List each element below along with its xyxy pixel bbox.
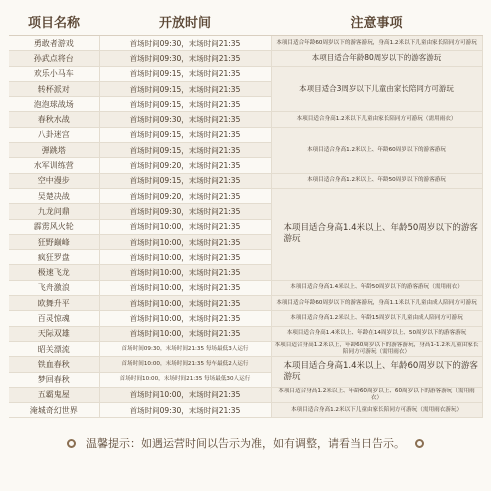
circle-ornament-icon [67, 439, 76, 448]
ride-name: 五霸鬼屋 [9, 387, 99, 402]
table-row [9, 296, 482, 311]
ride-name: 水军训练营 [9, 158, 99, 173]
ride-name: 昭关漂流 [9, 341, 99, 356]
ride-note: 本项目适合身高1.4米以上、年龄在14周岁以上、50周岁以下的游客游玩 [271, 326, 482, 341]
ride-time: 首场时间09:20，末场时间21:35 [99, 188, 271, 203]
footer-text: 温馨提示：如遇运营时间以告示为准，如有调整，请看当日告示。 [86, 437, 405, 450]
ride-time: 首场时间09:20，末场时间21:35 [99, 158, 271, 173]
ride-time: 首场时间10:00，末场时间21:35 [99, 280, 271, 295]
table-row [9, 311, 482, 326]
table-row [9, 36, 482, 51]
circle-ornament-icon [415, 439, 424, 448]
table-row [9, 188, 482, 203]
ride-note: 本项目适合3周岁以下儿童由家长陪同方可游玩 [271, 66, 482, 112]
ride-name: 梦回春秋 [9, 372, 99, 387]
header-note: 注意事项 [271, 8, 482, 36]
ride-time: 首场时间10:00，末场时间21:35 每车最低2人运行 [99, 357, 271, 372]
ride-name: 淹城奇幻世界 [9, 403, 99, 418]
ride-name: 极速飞龙 [9, 265, 99, 280]
ride-name: 铁血春秋 [9, 357, 99, 372]
table-row [9, 127, 482, 142]
ride-time: 首场时间09:15，末场时间21:35 [99, 66, 271, 81]
schedule-table [9, 8, 483, 418]
ride-note: 本项目适合身高1.4米以上、年龄50周岁以下的游客游玩（需用雨衣） [271, 280, 482, 295]
ride-name: 飞舟激浪 [9, 280, 99, 295]
ride-name: 八卦迷宫 [9, 127, 99, 142]
ride-time: 首场时间09:30，末场时间21:35 [99, 51, 271, 66]
header-name: 项目名称 [9, 8, 99, 36]
ride-note: 本项目适合年龄80周岁以下的游客游玩 [271, 51, 482, 66]
ride-note: 本项目适合身高1.2米以上，年龄60周岁以下的游客游玩，身高1-1.2米儿童由家长陪同方可游玩（需用雨衣） [271, 341, 482, 356]
ride-time: 首场时间10:00，末场时间21:35 [99, 234, 271, 249]
ride-note: 本项目适合身高1.2米以上、年龄50周岁以下的游客游玩 [271, 173, 482, 188]
ride-time: 首场时间09:30，末场时间21:35 [99, 36, 271, 51]
table-row [9, 112, 482, 127]
ride-time: 首场时间10:00，末场时间21:35 [99, 265, 271, 280]
ride-time: 首场时间09:30，末场时间21:35 [99, 112, 271, 127]
table-row [9, 403, 482, 418]
ride-time: 首场时间09:15，末场时间21:35 [99, 173, 271, 188]
table-row [9, 280, 482, 295]
ride-name: 空中漫步 [9, 173, 99, 188]
ride-name: 转杯派对 [9, 81, 99, 96]
ride-name: 霹雳风火轮 [9, 219, 99, 234]
ride-time: 首场时间10:00，末场时间21:35 [99, 219, 271, 234]
table-row [9, 173, 482, 188]
ride-time: 首场时间10:00，末场时间21:35 每场最低30人运行 [99, 372, 271, 387]
ride-name: 百灵惊魂 [9, 311, 99, 326]
table-row [9, 66, 482, 81]
ride-time: 首场时间09:30，末场时间21:35 [99, 204, 271, 219]
table-row [9, 387, 482, 402]
ride-name: 欢乐小马车 [9, 66, 99, 81]
ride-time: 首场时间09:15，末场时间21:35 [99, 97, 271, 112]
bottom-band [0, 460, 491, 491]
ride-time: 首场时间09:30，末场时间21:35 每场最低3人运行 [99, 341, 271, 356]
table-row [9, 51, 482, 66]
ride-name: 天际双雄 [9, 326, 99, 341]
ride-note: 本项目适合年龄60周岁以下的游客游玩，身高1.2米以下儿童由家长陪同方可游玩 [271, 36, 482, 51]
ride-name: 泡泡球战场 [9, 97, 99, 112]
ride-name: 疯狂罗盘 [9, 250, 99, 265]
table-row [9, 341, 482, 356]
ride-name: 狂野巅峰 [9, 234, 99, 249]
ride-note: 本项目适合身高1.2米以下儿童由家长陪同方可游玩（需用雨衣游玩） [271, 403, 482, 418]
ride-name: 九龙问鼎 [9, 204, 99, 219]
ride-note: 本项目适合身高1.2米以上、年龄60周岁以上、60周岁以下的游客游玩（需用雨衣） [271, 387, 482, 402]
ride-note: 本项目适合身高1.2米以下儿童由家长陪同方可游玩（需用雨衣） [271, 112, 482, 127]
ride-time: 首场时间10:00，末场时间21:35 [99, 250, 271, 265]
header-time: 开放时间 [99, 8, 271, 36]
ride-name: 春秋水战 [9, 112, 99, 127]
table-row [9, 357, 482, 372]
ride-time: 首场时间09:15，末场时间21:35 [99, 127, 271, 142]
ride-time: 首场时间10:00，末场时间21:35 [99, 296, 271, 311]
ride-time: 首场时间09:15，末场时间21:35 [99, 81, 271, 96]
ride-time: 首场时间10:00，末场时间21:35 [99, 387, 271, 402]
ride-time: 首场时间09:15，末场时间21:35 [99, 143, 271, 158]
ride-note: 本项目适合年龄60周岁以下的游客游玩，身高1.1米以下儿童由成人陪同方可游玩 [271, 296, 482, 311]
ride-name: 欧舞升平 [9, 296, 99, 311]
ride-note: 本项目适合身高1.2米以上、年龄60周岁以下的游客游玩 [271, 127, 482, 173]
ride-note: 本项目适合身高1.4米以上、年龄50周岁以下的游客游玩 [271, 188, 482, 280]
ride-name: 孙武点将台 [9, 51, 99, 66]
ride-name: 吴楚决战 [9, 188, 99, 203]
ride-time: 首场时间09:30，末场时间21:35 [99, 403, 271, 418]
ride-note: 本项目适合身高1.2米以上、年龄15周岁以下儿童由成人陪同方可游玩 [271, 311, 482, 326]
footer-tip [9, 430, 482, 456]
table-row [9, 326, 482, 341]
ride-name: 弹跳塔 [9, 143, 99, 158]
ride-time: 首场时间10:00，末场时间21:35 [99, 326, 271, 341]
ride-note: 本项目适合身高1.4米以上、年龄60周岁以下的游客游玩 [271, 357, 482, 388]
ride-name: 勇敢者游戏 [9, 36, 99, 51]
ride-time: 首场时间10:00，末场时间21:35 [99, 311, 271, 326]
